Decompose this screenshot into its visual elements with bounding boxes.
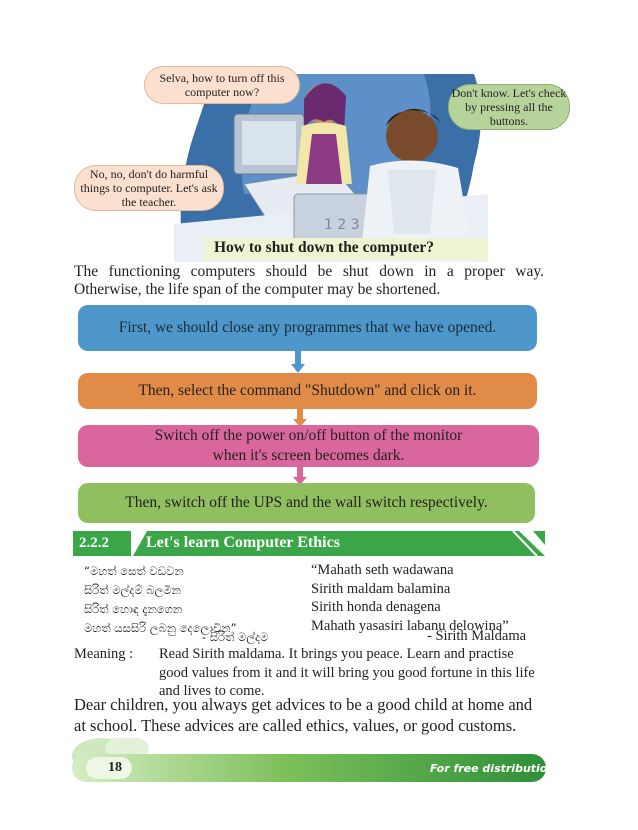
left-speech-text: No, no, don't do harmful things to computer. Let's ask the teacher. (80, 167, 218, 209)
step-2-text: Then, select the command "Shutdown" and click on it. (138, 382, 477, 399)
step-3-text (139, 426, 479, 466)
step-4-text: Then, switch off the UPS and the wall switch respectively. (125, 494, 488, 511)
section-number: 2.2.2 (79, 535, 109, 551)
down-arrow-icon (291, 351, 305, 373)
poem-sinhala-line: මහත් යසසිරි ලබනු දෙලොවින” (84, 621, 237, 635)
svg-text:1 2 3: 1 2 3 (324, 217, 360, 233)
poem-english-line: Mahath yasasiri labanu delowina” (311, 617, 509, 634)
section-title: Let's learn Computer Ethics (146, 534, 340, 551)
girl-speech-bubble (144, 66, 300, 104)
boy-speech-text: Don't know. Let's check by pressing all the buttons. (451, 86, 567, 128)
step-1-box (78, 305, 537, 351)
poem-english-line: Sirith maldam balamina (311, 580, 451, 597)
illustration-caption: How to shut down the computer? (214, 239, 435, 256)
step-2-box (78, 373, 537, 409)
poem-sinhala (84, 562, 237, 638)
free-distribution-label: For free distribution (430, 762, 556, 775)
step-3-line: Switch off the power on/off button of the monitor when it's screen becomes dark. (154, 427, 463, 464)
meaning-text: Read Sirith maldama. It brings you peace. Learn and practise good values from it and it will bring you good fortune in this life and lives to come. (159, 646, 535, 699)
poem-sinhala-line: සිරිත් හොඳ දැනගෙන (84, 602, 183, 616)
poem-english-attribution: - Sirith Maldama (427, 628, 527, 644)
page-number: 18 (108, 760, 122, 775)
left-speech-bubble (74, 165, 224, 211)
poem-sinhala-line: “මහත් සෙත් වඩවන (84, 564, 184, 578)
poem-english (311, 561, 509, 635)
poem-english-line: Sirith honda denagena (311, 599, 441, 615)
intro-paragraph: The functioning computers should be shut down in a proper way. Otherwise, the life span of the computer may be shortened. (74, 263, 544, 298)
step-4-box (78, 483, 535, 523)
poem-sinhala-attribution: - සිරිත් මල්දම (202, 630, 269, 644)
meaning-label: Meaning : (74, 646, 134, 662)
step-1-text: First, we should close any programmes that we have opened. (118, 319, 497, 336)
step-3-box (78, 425, 539, 467)
poem-english-line: “Mahath seth wadawana (311, 562, 454, 578)
girl-speech-text: Selva, how to turn off this computer now? (159, 71, 285, 99)
closing-paragraph: Dear children, you always get advices to be a good child at home and at school. These advices are called ethics, values, or good customs. (74, 695, 533, 735)
poem-sinhala-line: සිරිත් මල්දම් බලමින (84, 583, 181, 597)
boy-speech-bubble (448, 84, 570, 130)
